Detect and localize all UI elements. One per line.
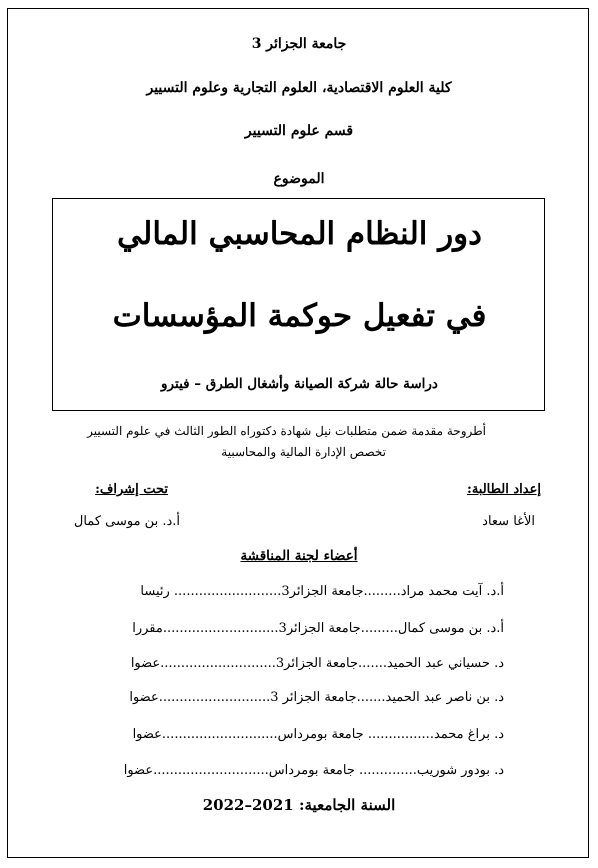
thesis-title-line2: في تفعيل حوكمة المؤسسات	[112, 298, 487, 334]
title-box	[52, 198, 545, 411]
committee-member: د. بن ناصر عبد الحميد.......جامعة الجزائر 3...........................عضوا	[129, 690, 504, 705]
subject-label: الموضوع	[273, 171, 325, 187]
committee-member: أ.د. آيت محمد مراد.........جامعة الجزائر3.......................... رئيسا	[140, 584, 504, 599]
supervised-by-label: تحت إشراف:	[95, 482, 168, 497]
committee-member: أ.د. بن موسى كمال.........جامعة الجزائر3............................مقررا	[132, 621, 504, 636]
committee-heading: أعضاء لجنة المناقشة	[240, 548, 358, 564]
thesis-title-line1: دور النظام المحاسبي المالي	[117, 216, 482, 252]
thesis-description: أطروحة مقدمة ضمن متطلبات نيل شهادة دكتوراه الطور الثالث في علوم التسيير	[87, 424, 486, 438]
faculty-name: كلية العلوم الاقتصادية، العلوم التجارية وعلوم التسيير	[146, 80, 452, 96]
committee-member: د. بودور شوريب.............. جامعة بومرداس............................عضوا	[123, 763, 504, 778]
prepared-by-label: إعداد الطالبة:	[467, 482, 541, 497]
university-name: جامعة الجزائر 3	[251, 36, 347, 52]
committee-member: د. براغ محمد................ جامعة بومرداس............................عضوا	[132, 727, 504, 742]
specialty: تخصص الإدارة المالية والمحاسبية	[221, 445, 386, 459]
case-study-subtitle: دراسة حالة شركة الصيانة وأشغال الطرق – فيترو	[161, 376, 438, 392]
department-name: قسم علوم التسيير	[244, 123, 354, 139]
academic-year: السنة الجامعية: 2021–2022	[202, 796, 396, 814]
student-name: الأغا سعاد	[482, 514, 535, 529]
supervisor-name: أ.د. بن موسى كمال	[73, 514, 180, 529]
committee-member: د. حسياني عبد الحميد.......جامعة الجزائر3............................عضوا	[130, 656, 504, 671]
